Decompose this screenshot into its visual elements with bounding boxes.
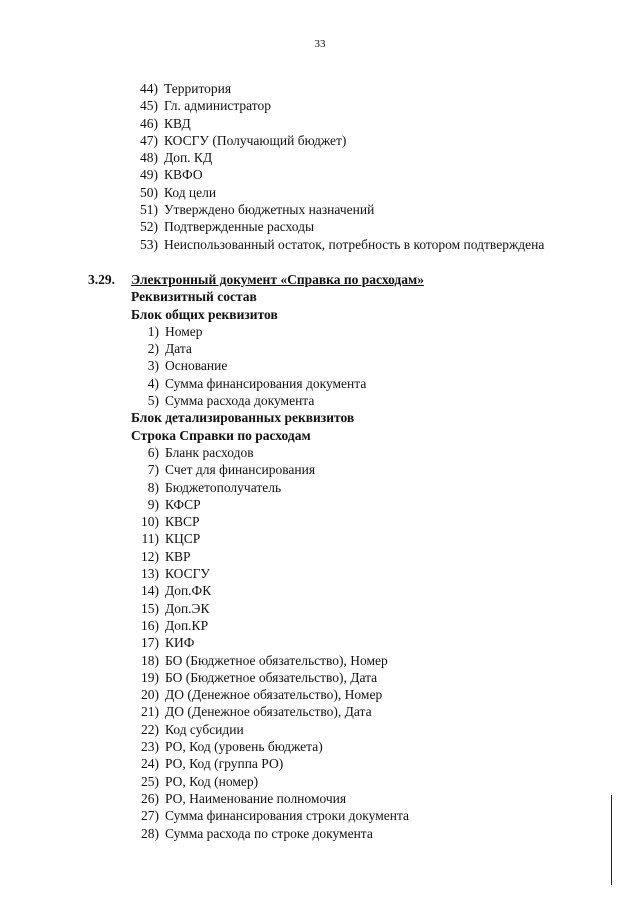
list-item-number: 18) [141, 652, 159, 668]
list-item-text: Территория [164, 81, 232, 96]
list-item [130, 97, 544, 114]
list-item-text: Подтвержденные расходы [164, 219, 315, 235]
list-item [130, 184, 544, 201]
general-requisites-list [131, 323, 424, 409]
list-item [131, 669, 424, 686]
list-item-number: 2) [147, 341, 159, 357]
list-item [131, 634, 424, 651]
list-item-number: 26) [141, 790, 159, 806]
list-item [131, 773, 424, 790]
section-title: Электронный документ «Справка по расходам» [131, 272, 424, 287]
list-item [131, 652, 424, 669]
list-item [131, 790, 424, 807]
list-item-number: 9) [147, 496, 159, 512]
list-item-text: Доп.КР [165, 617, 209, 633]
list-item-text: РО, Код (номер) [165, 773, 259, 789]
list-item [131, 461, 424, 478]
list-item [131, 496, 424, 513]
list-item-number: 48) [140, 150, 158, 166]
section-number: 3.29. [88, 272, 115, 287]
row-heading: Строка Справки по расходам [131, 427, 311, 443]
list-item-number: 13) [141, 566, 159, 582]
list-item [131, 738, 424, 755]
list-item-text: Утверждено бюджетных назначений [164, 202, 375, 218]
list-item [130, 201, 544, 218]
continued-requisites-list [130, 80, 544, 253]
list-item [131, 686, 424, 703]
list-item-text: КОСГУ [165, 566, 210, 582]
list-item [130, 236, 544, 253]
list-item-number: 50) [140, 184, 158, 200]
list-item-number: 20) [141, 687, 159, 703]
list-item [131, 565, 424, 582]
list-item [131, 340, 424, 357]
list-item [131, 755, 424, 772]
list-item-number: 8) [147, 479, 159, 495]
list-item-text: Код цели [164, 184, 217, 200]
list-item-text: Гл. администратор [164, 98, 272, 114]
list-item-text: КВСР [165, 514, 200, 530]
list-item [131, 444, 424, 461]
list-item-text: Бланк расходов [165, 444, 254, 460]
list-item-number: 16) [141, 617, 159, 633]
list-item [131, 807, 424, 824]
list-item-text: ДО (Денежное обязательство), Дата [165, 704, 372, 720]
list-item-text: БО (Бюджетное обязательство), Дата [165, 669, 378, 685]
list-item-number: 12) [141, 548, 159, 564]
list-item-text: РО, Код (уровень бюджета) [165, 739, 323, 755]
list-item-number: 47) [140, 132, 158, 148]
list-item-number: 19) [141, 669, 159, 685]
list-item-number: 46) [140, 115, 158, 131]
list-item-number: 49) [140, 167, 158, 183]
composition-heading: Реквизитный состав [131, 289, 257, 305]
general-block-heading: Блок общих реквизитов [131, 306, 278, 322]
list-item-text: Сумма финансирования строки документа [165, 808, 410, 824]
section-body [131, 288, 424, 842]
list-item [131, 703, 424, 720]
list-item-number: 10) [141, 514, 159, 530]
list-item [131, 323, 424, 340]
section-heading [88, 271, 424, 288]
list-item-text: КФСР [165, 496, 201, 512]
list-item-text: КВД [164, 115, 191, 131]
list-item-text: Бюджетополучатель [165, 479, 282, 495]
list-item [131, 530, 424, 547]
list-item-text: Доп.ФК [165, 583, 212, 599]
list-item-text: Доп.ЭК [165, 600, 210, 616]
list-item [131, 617, 424, 634]
list-item-number: 11) [141, 531, 159, 547]
detail-block-heading: Блок детализированных реквизитов [131, 410, 355, 426]
list-item [130, 80, 544, 97]
list-item-text: РО, Наименование полномочия [165, 790, 347, 806]
list-item [130, 115, 544, 132]
list-item [130, 166, 544, 183]
list-item [131, 582, 424, 599]
list-item-text: Доп. КД [164, 150, 213, 166]
list-item [131, 513, 424, 530]
list-item [131, 548, 424, 565]
section-3-29 [88, 271, 424, 842]
list-item-text: Сумма финансирования документа [165, 375, 367, 391]
list-item [130, 149, 544, 166]
margin-rule [611, 795, 612, 885]
list-item-text: Дата [165, 341, 192, 357]
list-item-number: 25) [141, 773, 159, 789]
list-item-text: БО (Бюджетное обязательство), Номер [165, 652, 388, 668]
list-item [131, 357, 424, 374]
page-number: 33 [314, 38, 326, 50]
list-item-text: КЦСР [165, 531, 201, 547]
list-item-number: 6) [147, 444, 159, 460]
list-item-number: 4) [147, 375, 159, 391]
list-item-text: Сумма расхода по строке документа [165, 825, 373, 841]
list-item-number: 53) [140, 236, 158, 252]
list-item-number: 17) [141, 635, 159, 651]
list-item-number: 7) [147, 462, 159, 478]
list-item-text: Номер [165, 323, 203, 339]
list-item-text: Код субсидии [165, 721, 244, 737]
list-item-number: 22) [141, 721, 159, 737]
list-item [130, 132, 544, 149]
list-item-text: КИФ [165, 635, 195, 651]
list-item-text: КОСГУ (Получающий бюджет) [164, 132, 347, 148]
list-item-text: КВР [165, 548, 191, 564]
list-item-number: 27) [141, 808, 159, 824]
list-item [131, 825, 424, 842]
list-item [131, 375, 424, 392]
list-item-number: 44) [140, 81, 158, 96]
list-item-number: 3) [147, 358, 159, 374]
detail-requisites-list [131, 444, 424, 842]
list-item-text: РО, Код (группа РО) [165, 756, 284, 772]
list-item-number: 5) [147, 393, 159, 409]
list-item-number: 28) [141, 825, 159, 841]
list-item-number: 14) [141, 583, 159, 599]
list-item-text: Неиспользованный остаток, потребность в котором подтверждена [164, 236, 545, 252]
list-item-text: ДО (Денежное обязательство), Номер [165, 687, 383, 703]
list-item [131, 600, 424, 617]
list-item-number: 51) [140, 202, 158, 218]
list-item-number: 24) [141, 756, 159, 772]
list-item-text: Счет для финансирования [165, 462, 316, 478]
list-item-number: 23) [141, 739, 159, 755]
list-item-text: Сумма расхода документа [165, 393, 315, 409]
list-item-number: 1) [147, 323, 159, 339]
list-item [131, 479, 424, 496]
list-item-number: 21) [141, 704, 159, 720]
list-item-number: 52) [140, 219, 158, 235]
list-item-text: КВФО [164, 167, 203, 183]
list-item [131, 721, 424, 738]
list-item-number: 45) [140, 98, 158, 114]
list-item [131, 392, 424, 409]
list-item-number: 15) [141, 600, 159, 616]
list-item [130, 218, 544, 235]
list-item-text: Основание [165, 358, 228, 374]
